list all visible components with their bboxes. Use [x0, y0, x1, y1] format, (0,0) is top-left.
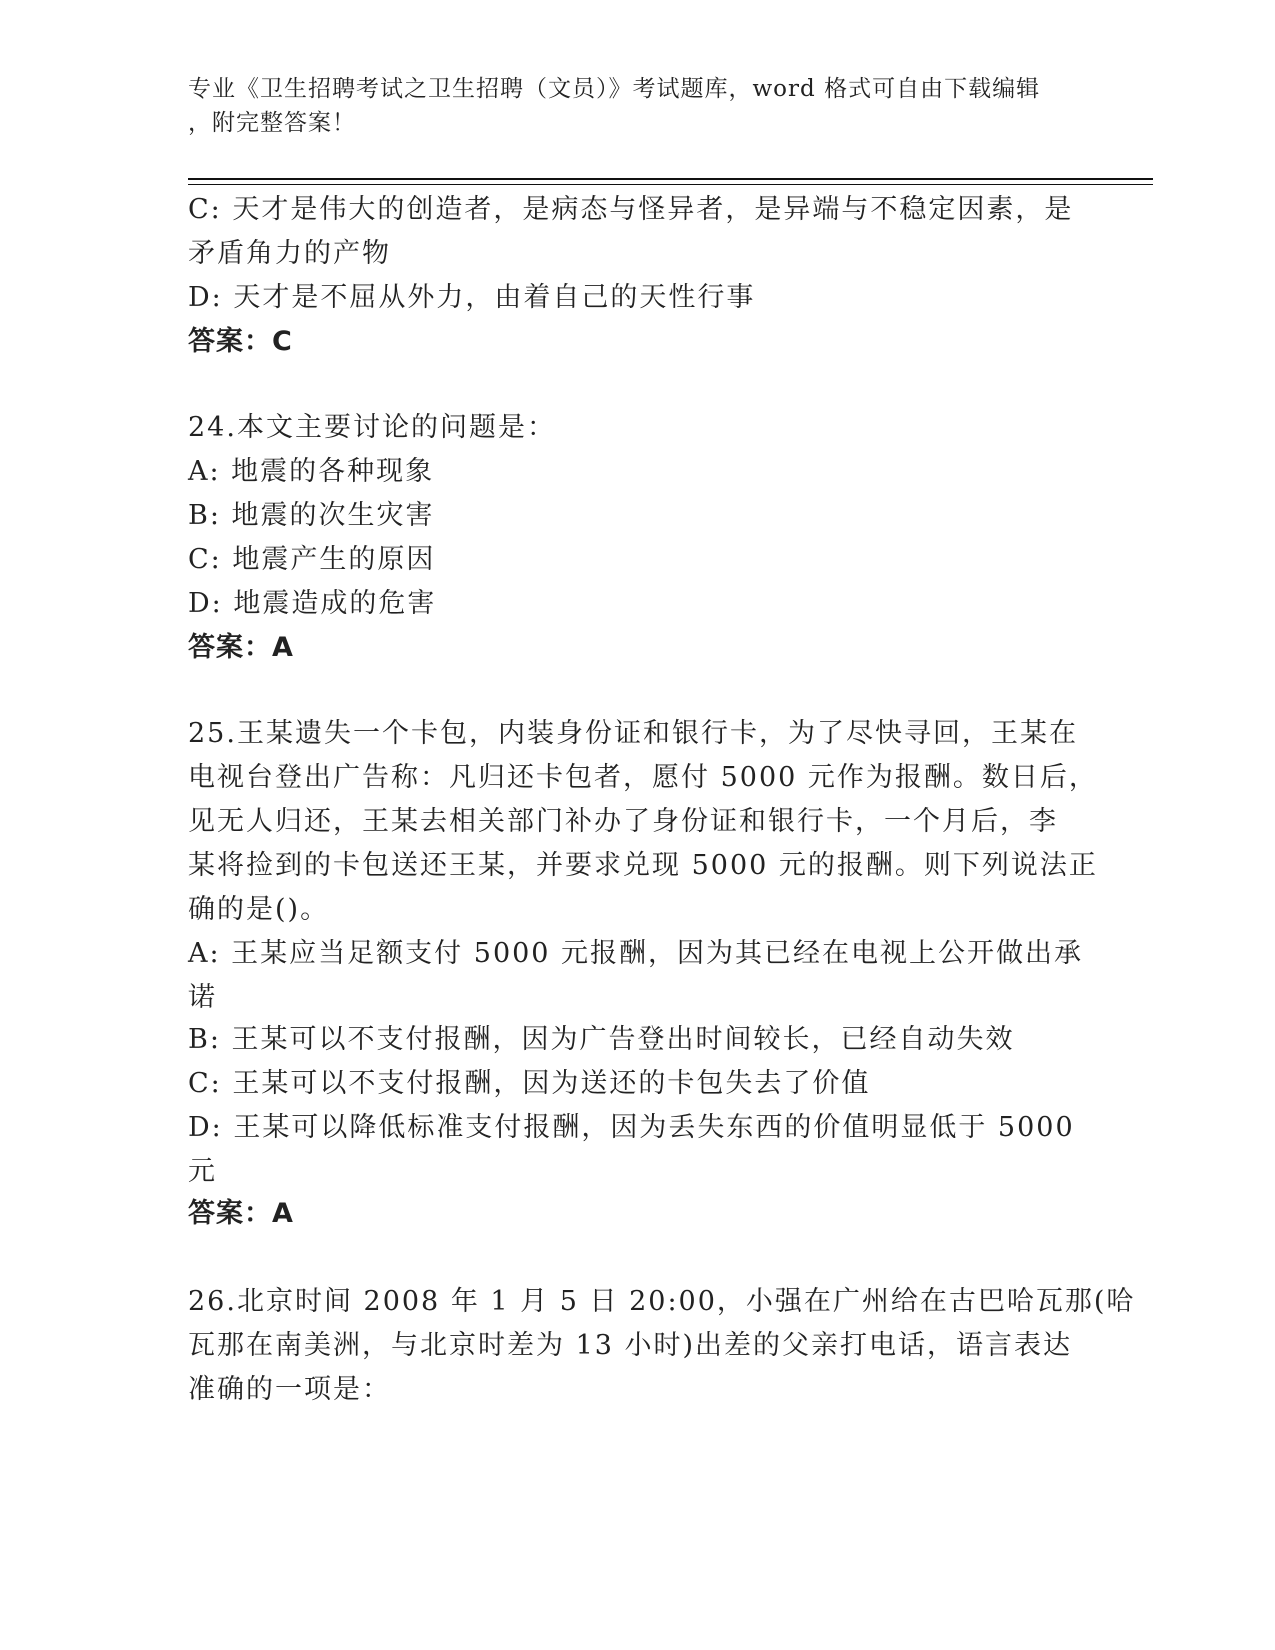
header-divider-thin — [188, 184, 1153, 185]
document-header — [188, 72, 1068, 140]
q25-answer: 答案：A — [188, 1198, 294, 1229]
q25-option-c: C: 王某可以不支付报酬，因为送还的卡包失去了价值 — [188, 1068, 871, 1099]
q26-stem-line2: 瓦那在南美洲，与北京时差为 13 小时)出差的父亲打电话，语言表达 — [188, 1330, 1073, 1361]
q23-answer: 答案：C — [188, 326, 293, 357]
q25-stem-line4: 某将捡到的卡包送还王某，并要求兑现 5000 元的报酬。则下列说法正 — [188, 850, 1098, 881]
q25-stem-line1: 25.王某遗失一个卡包，内装身份证和银行卡，为了尽快寻回，王某在 — [188, 718, 1078, 749]
q25-option-a-line2: 诺 — [188, 982, 217, 1013]
q25-option-a-line1: A: 王某应当足额支付 5000 元报酬，因为其已经在电视上公开做出承 — [188, 938, 1084, 969]
q24-option-c: C: 地震产生的原因 — [188, 544, 436, 575]
header-divider-thick — [188, 178, 1153, 180]
q24-option-a: A: 地震的各种现象 — [188, 456, 435, 487]
q23-option-d: D: 天才是不屈从外力，由着自己的天性行事 — [188, 282, 756, 313]
q25-option-d-line2: 元 — [188, 1156, 217, 1187]
q24-stem: 24.本文主要讨论的问题是： — [188, 412, 556, 443]
q23-option-c-line2: 矛盾角力的产物 — [188, 238, 391, 269]
q25-option-b: B: 王某可以不支付报酬，因为广告登出时间较长，已经自动失效 — [188, 1024, 1015, 1055]
q26-stem-line1: 26.北京时间 2008 年 1 月 5 日 20:00，小强在广州给在古巴哈瓦那(哈 — [188, 1286, 1136, 1317]
q25-stem-line3: 见无人归还，王某去相关部门补办了身份证和银行卡，一个月后，李 — [188, 806, 1058, 837]
q24-option-d: D: 地震造成的危害 — [188, 588, 437, 619]
q25-option-d-line1: D: 王某可以降低标准支付报酬，因为丢失东西的价值明显低于 5000 — [188, 1112, 1075, 1143]
header-title-line: 专业《卫生招聘考试之卫生招聘（文员）》考试题库，word 格式可自由下载编辑 — [188, 76, 1041, 102]
q24-option-b: B: 地震的次生灾害 — [188, 500, 435, 531]
q24-answer: 答案：A — [188, 632, 294, 663]
q25-stem-line5: 确的是()。 — [188, 894, 330, 925]
q25-stem-line2: 电视台登出广告称：凡归还卡包者，愿付 5000 元作为报酬。数日后， — [188, 762, 1098, 793]
header-title-line-continued: ，附完整答案！ — [188, 110, 356, 136]
q23-option-c-line1: C: 天才是伟大的创造者，是病态与怪异者，是异端与不稳定因素，是 — [188, 194, 1074, 225]
q26-stem-line3: 准确的一项是： — [188, 1374, 391, 1405]
